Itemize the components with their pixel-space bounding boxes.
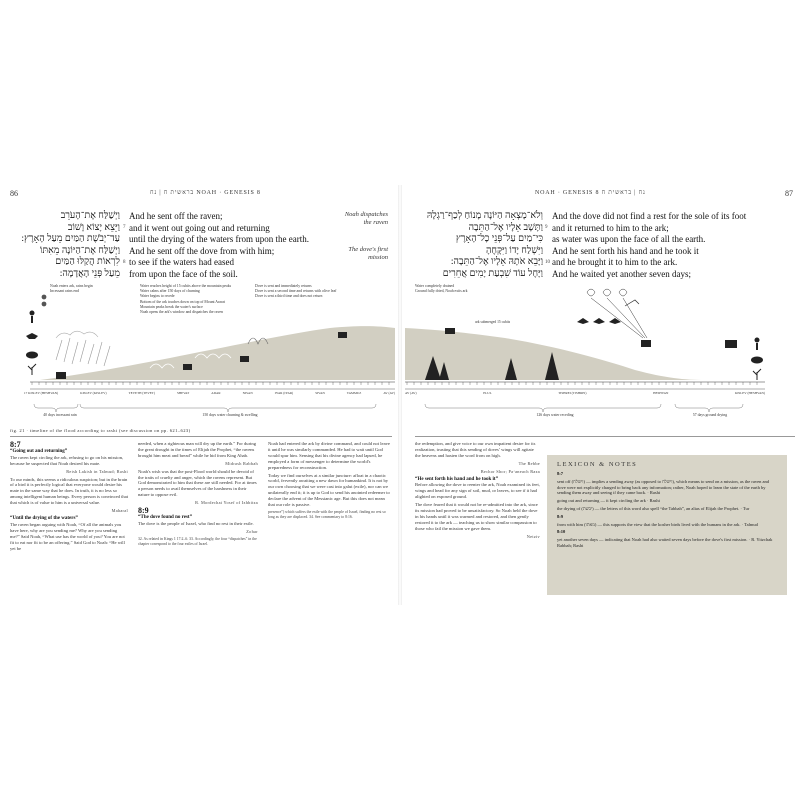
plant-icon xyxy=(28,364,36,375)
ark-icon xyxy=(725,340,737,348)
hebrew-text-right: וְלֹא־מָצְאָה הַיּוֹנָה מָנוֹחַ לְכַף־רַגְלָהּ וַתָּשָׁב אֵלָיו אֶל־הַתֵּבָה כִּי־מַיִם עַל־פְּנֵי כָל־הָאָרֶץ וַיִּשְׁלַח יָדוֹ וַיִּקָּחֶהָ וַיָּבֵא אֹתָהּ אֵלָיו אֶל־הַתֵּבָה: וַיָּחֶל עוֹד שִׁבְעַת יָמִים אֲחֵרִים xyxy=(426,211,543,279)
page-number-left: 86 xyxy=(10,189,18,198)
brace-rain xyxy=(34,404,78,412)
axis-ticks xyxy=(32,382,389,385)
ark-icon xyxy=(240,356,249,362)
right-page xyxy=(405,185,800,605)
dove-icon xyxy=(625,300,639,306)
rain-icon xyxy=(56,338,110,366)
english-text-right: And the dove did not find a rest for the sole of its foot and it returned to him to the ark; as water was upon the face of all the earth. And he sent forth his hand and he took it and he brought it to him to the ark. And he waited yet another seven days; xyxy=(552,211,747,279)
verse-numbers-right: 9 10 xyxy=(545,225,550,265)
left-page xyxy=(0,185,395,605)
timeline-right xyxy=(405,280,800,422)
lexicon-title: LEXICON & NOTES xyxy=(557,461,638,468)
caption-rule-right xyxy=(415,436,795,437)
commentary-col-1: 8:7 “Going out and returning” The raven kept circling the ark, refusing to go on his mission, because he suspected that Noah desired his mate. Reish Lakish in Talmud; Rashi To our minds, this seems a ridiculous suspicion; but in the brain of a bird it is perfectly logical that everyone would desire his mate in the same way that he does. In truth, it is no less so among intelligent human beings. Every person is convinced that that which is of value to him is a universal value. Maharal “Until the drying of the waters” The raven began arguing with Noah, “Of all the animals you have here, why are you sending me? Why are you sending me?” Said Noah, “What use has the world of you? You are not fit to eat nor fit to be an offering.” Said God to Noah: “He will yet be xyxy=(10,440,129,551)
legend-c: Dove is sent and immediately returns Dove is sent a second time and returns with olive leaf Dove is sent a third time and does not return xyxy=(255,284,337,299)
legend-a: Noah enters ark, rains begin Incessant rains end xyxy=(50,284,93,294)
book-gutter xyxy=(398,185,402,605)
verse-numbers-left: 7 8 xyxy=(123,225,126,265)
hebrew-text-left: וַיְשַׁלַּח אֶת־הָעֹרֵב וַיֵּצֵא יָצוֹא וָשׁוֹב עַד־יְבֹשֶׁת הַמַּיִם מֵעַל הָאָרֶץ: וַיְשַׁלַּח אֶת־הַיּוֹנָה מֵאִתּוֹ לִרְאוֹת הֲקַלּוּ הַמַּיִם מֵעַל פְּנֵי הָאֲדָמָה: xyxy=(21,211,120,279)
month-labels-right: AV (AV) ELUL TISHREI (TISHREI) HESHVAN KISLEV (HESHVAN) xyxy=(405,391,765,395)
axis-ticks xyxy=(407,382,757,385)
ark-icon xyxy=(641,340,651,347)
ark-icon xyxy=(56,372,66,379)
cloud-icon xyxy=(56,331,98,338)
caption-rule xyxy=(10,436,392,437)
ark-icon xyxy=(338,332,347,338)
raven-icon xyxy=(577,318,621,324)
brace-drying xyxy=(675,404,743,412)
dove-icon xyxy=(587,289,647,338)
month-labels-left: 17 KISLEV (HESHVAN) KISLEV (KISLEV) TEVETH (TEVET) SHEVAT ADAR NISAN IYAR (IYAR) SIVAN TAMMUZ AV (AV) xyxy=(24,391,395,395)
timeline-left xyxy=(0,280,395,422)
sheep-icon xyxy=(26,352,38,359)
ark-icon xyxy=(183,364,192,370)
sheep-icon xyxy=(751,357,763,364)
person-icon xyxy=(30,311,35,316)
ark-icon xyxy=(445,328,455,334)
side-note-raven: Noah dispatches the raven xyxy=(344,211,388,226)
brace-label-receding: 126 days water receding xyxy=(536,413,574,417)
ark-submerged-label: ark submerged 15 cubits xyxy=(475,320,511,324)
brace-label-churning: 150 days water churning & swelling xyxy=(202,413,258,417)
legend-right: Water completely drained Ground fully dried, Noah exits ark xyxy=(415,284,468,294)
side-note-dove: The dove's first mission xyxy=(348,246,388,261)
figure-caption: fig. 21 · timeline of the flood according to rashi (see discussion on pp. 621–623) xyxy=(10,428,191,433)
person-icon xyxy=(755,338,760,343)
english-text-left: And he sent off the raven; and it went out going out and returning until the drying of the waters from upon the earth. And he sent off the dove from with him; to see if the waters had eased from upon the face of the soil. xyxy=(129,211,309,279)
running-head-right: NOAH · GENESIS 8 נח | בראשית ח xyxy=(535,190,646,196)
brace-receding xyxy=(425,404,661,412)
commentary-col-right: the redemption, and give voice to our own impatient desire for its realization, trusting that this sending of doves’ wings will agitate the heavens and hasten the word from on high. The Rebbe Bechor Shor; Pa‘aneach Raza “He sent forth his hand and he took it” Before allowing the dove to reenter the ark, Noah examined its feet, wings and head for any sign of soil, mud, or leaves, to see if it had alighted on exposed ground. The dove feared that it would not be re-admitted into the ark, since its mission had proved to be unsatisfactory. So Noah held the dove in his hands until it was warmed and restored, and then gently restored it to the ark — teaching us to show similar compassion to those who fail the mission we gave them. Netziv xyxy=(415,441,540,539)
book-spread xyxy=(0,185,800,605)
running-head-left: בראשית ח | נח NOAH · GENESIS 8 xyxy=(150,190,261,196)
plant-icon xyxy=(753,369,761,380)
page-number-right: 87 xyxy=(785,189,793,198)
lexicon-panel: LEXICON & NOTES 8:7 sent off (וישלח) — implies a sending away (as opposed to וישלח), which means to send on a mission, as the raven and dove were not explicitly charged to bring back any information; rather, Noah hoped to learn the state of the earth by sending them away and seeing if they came back. · Rashi going out and returning — it kept circling the ark · Rashi the drying of (יבשת) — the letters of this word also spell “the Tabbah”, an alias of Elijah the Prophet. · Tur 8:9 from with him (מאתו) — this supports the view that the kosher birds lived with the humans in the ark. · Talmud 8:10 yet another seven days — indicating that Noah had also waited seven days before the dove's first mission. · R. Yitzchak Rabbah; Rashi xyxy=(547,455,787,595)
person-icon xyxy=(31,316,33,323)
legend-b: Water reaches height of 15 cubits above the mountain peaks Water calms after 150 days of churning Water begins to recede Bottom of the ark touches down on top of Mount Ararat Mountain peaks break the water's surface Noah opens the ark's window and dispatches the raven xyxy=(140,284,232,315)
brace-label-drying: 57 days ground drying xyxy=(692,413,728,417)
commentary-col-2: needed, when a righteous man will dry up the earth.” For during the great drought in the times of Elijah the Prophet, “the ravens brought him meat and bread” while he hid from King Ahab. Midrash Rabbah Noah's wish was that the post-Flood world should be devoid of the traits of cruelty and anger, which the ravens represent. But God demonstrated to him that these are still needed. For at times a person needs to avail themselves of the harshness in their nature to oppose evil. R. Mordechai Yosef of Izhbitza 8:9 “The dove found no rest” The dove is the people of Israel, who find no rest in their exile. Zohar 32. As related in Kings 1 17:2–6. 33. Accordingly, the four “dispatches” in the chapter correspond to the four exiles of Israel. xyxy=(138,441,258,546)
person-icon xyxy=(756,343,758,350)
brace-churning xyxy=(80,404,376,412)
bird-icon xyxy=(26,333,38,339)
commentary-col-3: Noah had entered the ark by divine command, and could not leave it until he was similarly commanded. He had to wait until God would spur him. Sensing that his divine agency had lapsed, he employed a form of messenger to determine the world's preparedness for reconstruction. Today we find ourselves at a similar juncture: afloat in a chaotic world, fervently awaiting a new dawn for humankind. It is not by our own choosing that we were cast into galut (exile), nor can we unilaterally end it; it is up to God to send his anointed redeemer to declare the advent of the Messianic age. But this does not mean that our role is passive. presence”) which suffers the exile with the people of Israel, finding no rest so long as they are displaced. 34. See commentary to 8:16. xyxy=(268,441,390,519)
brace-label-rain: 40 days incessant rain xyxy=(43,413,77,417)
